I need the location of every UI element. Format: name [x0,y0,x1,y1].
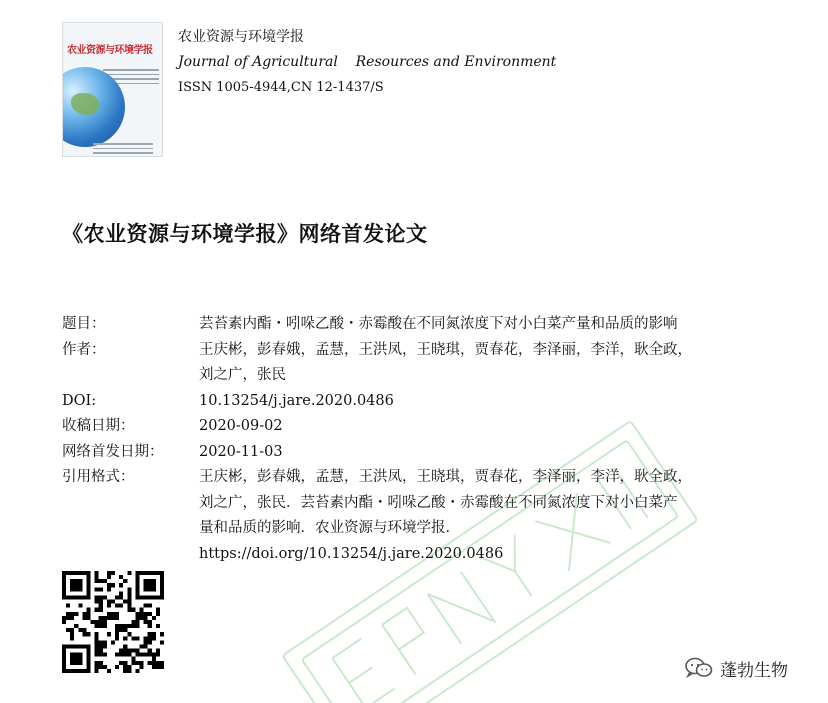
online-date: 2020-11-03 [199,443,283,460]
received-date: 2020-09-02 [199,418,283,434]
wechat-icon [684,657,714,679]
citation-line: 刘之广，张民．芸苔素内酯・吲哚乙酸・赤霉酸在不同氮浓度下对小白菜产 [199,494,678,511]
doi-label: DOI: [62,392,97,409]
meta-row-doi [62,389,762,415]
authors-label: 作者： [62,341,106,358]
brand-badge [684,656,788,680]
doi-value[interactable]: 10.13254/j.jare.2020.0486 [199,392,394,409]
journal-name-cn: 农业资源与环境学报 [178,29,304,45]
cover-bottom-lines [93,143,153,157]
title-value: 芸苔素内酯・吲哚乙酸・赤霉酸在不同氮浓度下对小白菜产量和品质的影响 [199,316,678,332]
meta-row-title [62,312,762,338]
article-metadata [62,312,762,567]
citation-line: 量和品质的影响．农业资源与环境学报． [199,520,460,536]
citation-doi-link[interactable]: https://doi.org/10.13254/j.jare.2020.0486 [199,545,504,562]
meta-row-authors [62,338,762,389]
citation-label: 引用格式： [62,469,135,485]
cover-land-shape [71,93,99,115]
brand-name: 蓬勃生物 [720,660,788,681]
authors-line: 王庆彬，彭春娥，孟慧，王洪凤，王晓琪，贾春花，李泽丽，李洋，耿全政， [199,341,692,358]
title-label: 题目： [62,316,106,332]
meta-row-citation [62,465,762,567]
meta-row-received [62,414,762,440]
received-label: 收稿日期： [62,418,135,434]
issn-line: ISSN 1005-4944,CN 12-1437/S [178,80,384,95]
journal-cover-thumbnail [62,22,163,157]
meta-row-online [62,440,762,466]
journal-name-en: Journal of Agricultural Resources and Environment [178,54,557,70]
page-title: 《农业资源与环境学报》网络首发论文 [62,222,428,246]
authors-line: 刘之广，张民 [199,367,286,383]
online-label: 网络首发日期： [62,443,164,460]
qr-code[interactable] [62,571,164,673]
cover-title: 农业资源与环境学报 [67,45,153,56]
citation-line: 王庆彬，彭春娥，孟慧，王洪凤，王晓琪，贾春花，李泽丽，李洋，耿全政， [199,469,692,485]
